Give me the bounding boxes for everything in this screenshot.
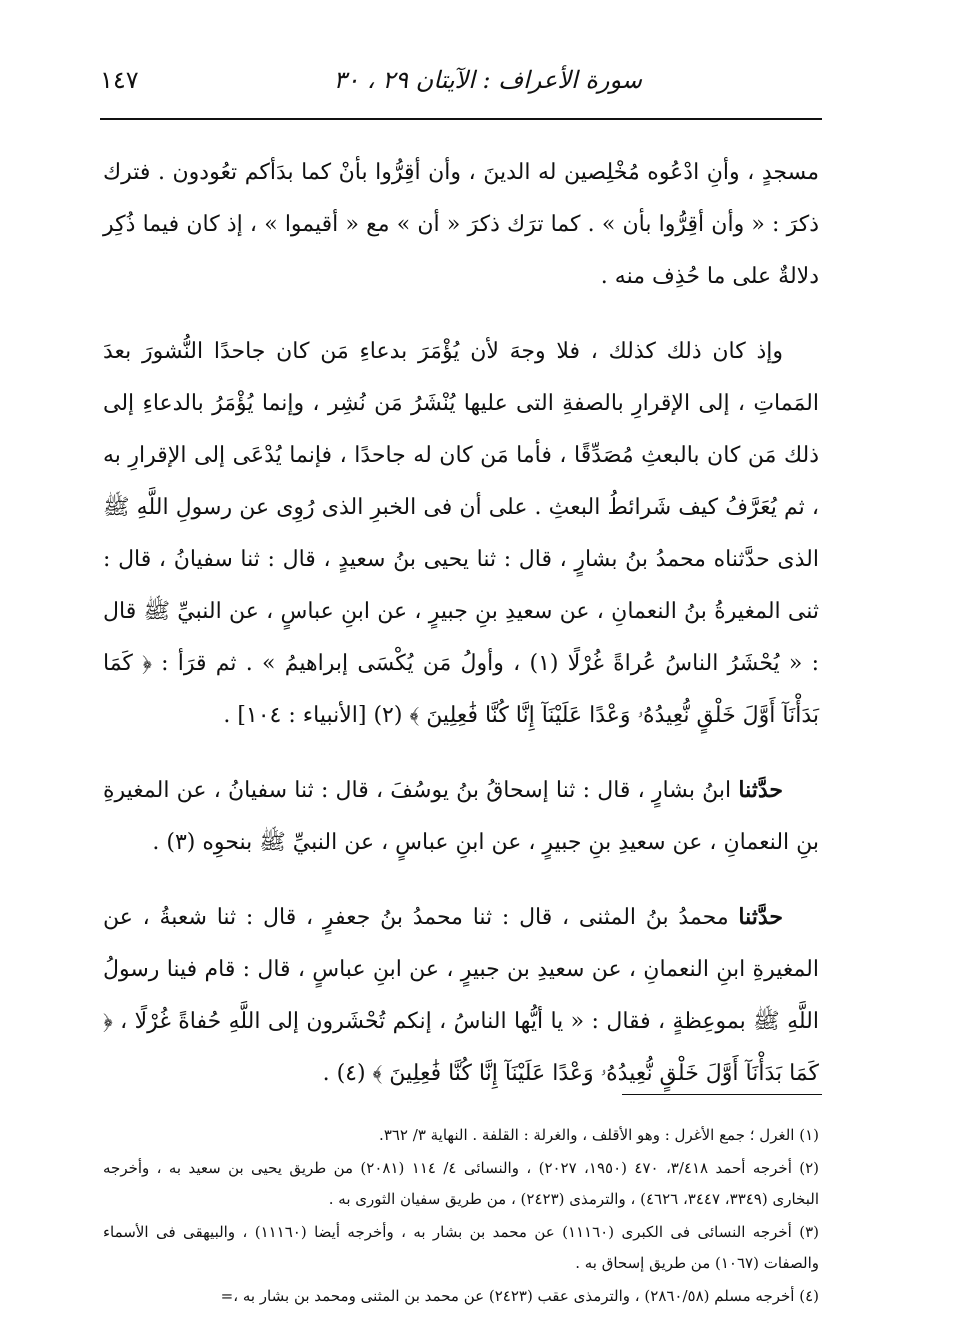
footnote-4: (٤) أخرجه مسلم (٢٨٦٠/٥٨) ، والترمذى عقب (٢٤٢٣) عن محمد بن المثنى ومحمد بن بشار به ،= [220, 1287, 819, 1305]
page-number: ١٤٧ [100, 66, 139, 94]
header-rule [100, 118, 822, 120]
paragraph-1 [103, 146, 819, 303]
footnote-3: (٣) أخرجه النسائى فى الكبرى (١١١٦٠) عن محمد بن بشار به ، وأخرجه أيضا (١١١٦٠) ، والبيهقى فى الأسماء والصفات (١٠٦٧) من طريق إسحاق به . [103, 1223, 819, 1272]
footnote-1: (١) الغرل ؛ جمع الأغرل : وهو الأقلف ، والغرلة : القلفة . النهاية ٣/ ٣٦٢. [379, 1126, 819, 1144]
running-header [100, 58, 822, 118]
paragraph-lead: حدَّثنا [738, 904, 783, 930]
footnotes [103, 1120, 819, 1314]
paragraph-text: محمدُ بنُ المثنى ، قال : ثنا محمدُ بنُ جعفرٍ ، قال : ثنا شعبةُ ، عن المغيرةِ ابنِ النعمانِ ، عن سعيدِ بن جبيرٍ ، عن ابنِ عباسٍ ، قال : قام فينا رسولُ اللَّهِ ﷺ بموعِظةٍ ، فقال : « يا أيُّها الناسُ ، إنكم تُحْشَرون إلى اللَّهِ حُفاةً غُرْلًا ، ﴿ كَمَا بَدَأْنَآ أَوَّلَ خَلْقٍ نُّعِيدُهُۥ وَعْدًا عَلَيْنَآ إِنَّا كُنَّا فَٰعِلِينَ ﴾ (٤) . [103, 905, 819, 1086]
paragraph-4 [103, 891, 819, 1100]
paragraph-text: وإذ كان ذلك كذلك ، فلا وجهَ لأن يُؤْمَرَ بدعاءِ مَن كان جاحدًا النُّشورَ بعدَ المَماتِ ، إلى الإقرارِ بالصفةِ التى عليها يُنْشَرُ مَن نُشِر ، وإنما يُؤْمَرُ بالدعاءِ إلى ذلك مَن كان بالبعثِ مُصَدِّقًا ، فأما مَن كان له جاحدًا ، فإنما يُدْعَى إلى الإقرارِ به ، ثم يُعَرَّفُ كيف شَرائطُ البعثِ . على أن فى الخبرِ الذى رُوِى عن رسولِ اللَّهِ ﷺ الذى حدَّثناه محمدُ بنُ بشارٍ ، قال : ثنا يحيى بنُ سعيدٍ ، قال : ثنا سفيانُ ، قال : ثنى المغيرةُ بنُ النعمانِ ، عن سعيدِ بنِ جبيرٍ ، عن ابنِ عباسٍ ، عن النبيِّ ﷺ قال : « يُحْشَرُ الناسُ عُراةً غُرْلًا (١) ، وأولُ مَن يُكْسَى إبراهيمُ » . ثم قرَأ : ﴿ كَمَا بَدَأْنَآ أَوَّلَ خَلْقٍ نُّعِيدُهُۥ وَعْدًا عَلَيْنَآ إِنَّا كُنَّا فَٰعِلِينَ ﴾ (٢) [الأنبياء : ١٠٤] . [103, 339, 819, 728]
footnote-rule [622, 1094, 822, 1095]
footnote-2: (٢) أخرجه أحمد ٣/٤١٨، ٤٧٠ (١٩٥٠، ٢٠٢٧) ، والنسائى ٤/ ١١٤ (٢٠٨١) من طريق يحيى بن سعيد به ، وأخرجه البخارى (٣٣٤٩، ٣٤٤٧، ٤٦٢٦) ، والترمذى (٢٤٢٣) ، من طريق سفيان الثورى به . [103, 1159, 820, 1208]
paragraph-text: ابنُ بشارٍ ، قال : ثنا إسحاقُ بنُ يوسُفَ ، قال : ثنا سفيانُ ، عن المغيرةِ بنِ النعمانِ ، عن سعيدِ بنِ جبيرٍ ، عن ابنِ عباسٍ ، عن النبيِّ ﷺ بنحوِه (٣) . [103, 778, 819, 855]
running-title: سورة الأعراف : الآيتان ٢٩ ، ٣٠ [333, 66, 642, 94]
paragraph-2 [103, 325, 819, 742]
paragraph-text: مسجدٍ ، وأنِ ادْعُوه مُخْلِصين له الدينَ ، وأن أقِرُّوا بأنْ كما بدَأكم تعُودون . فترك ذكرَ : « وأن أقِرُّوا بأن » . كما ترَك ذكرَ « أن » مع « أقيموا » ، إذ كان فيما ذُكِر دلالةٌ على ما حُذِف منه . [103, 160, 819, 289]
main-text [103, 146, 819, 1122]
paragraph-3 [103, 764, 819, 869]
paragraph-lead: حدَّثنا [738, 777, 783, 803]
